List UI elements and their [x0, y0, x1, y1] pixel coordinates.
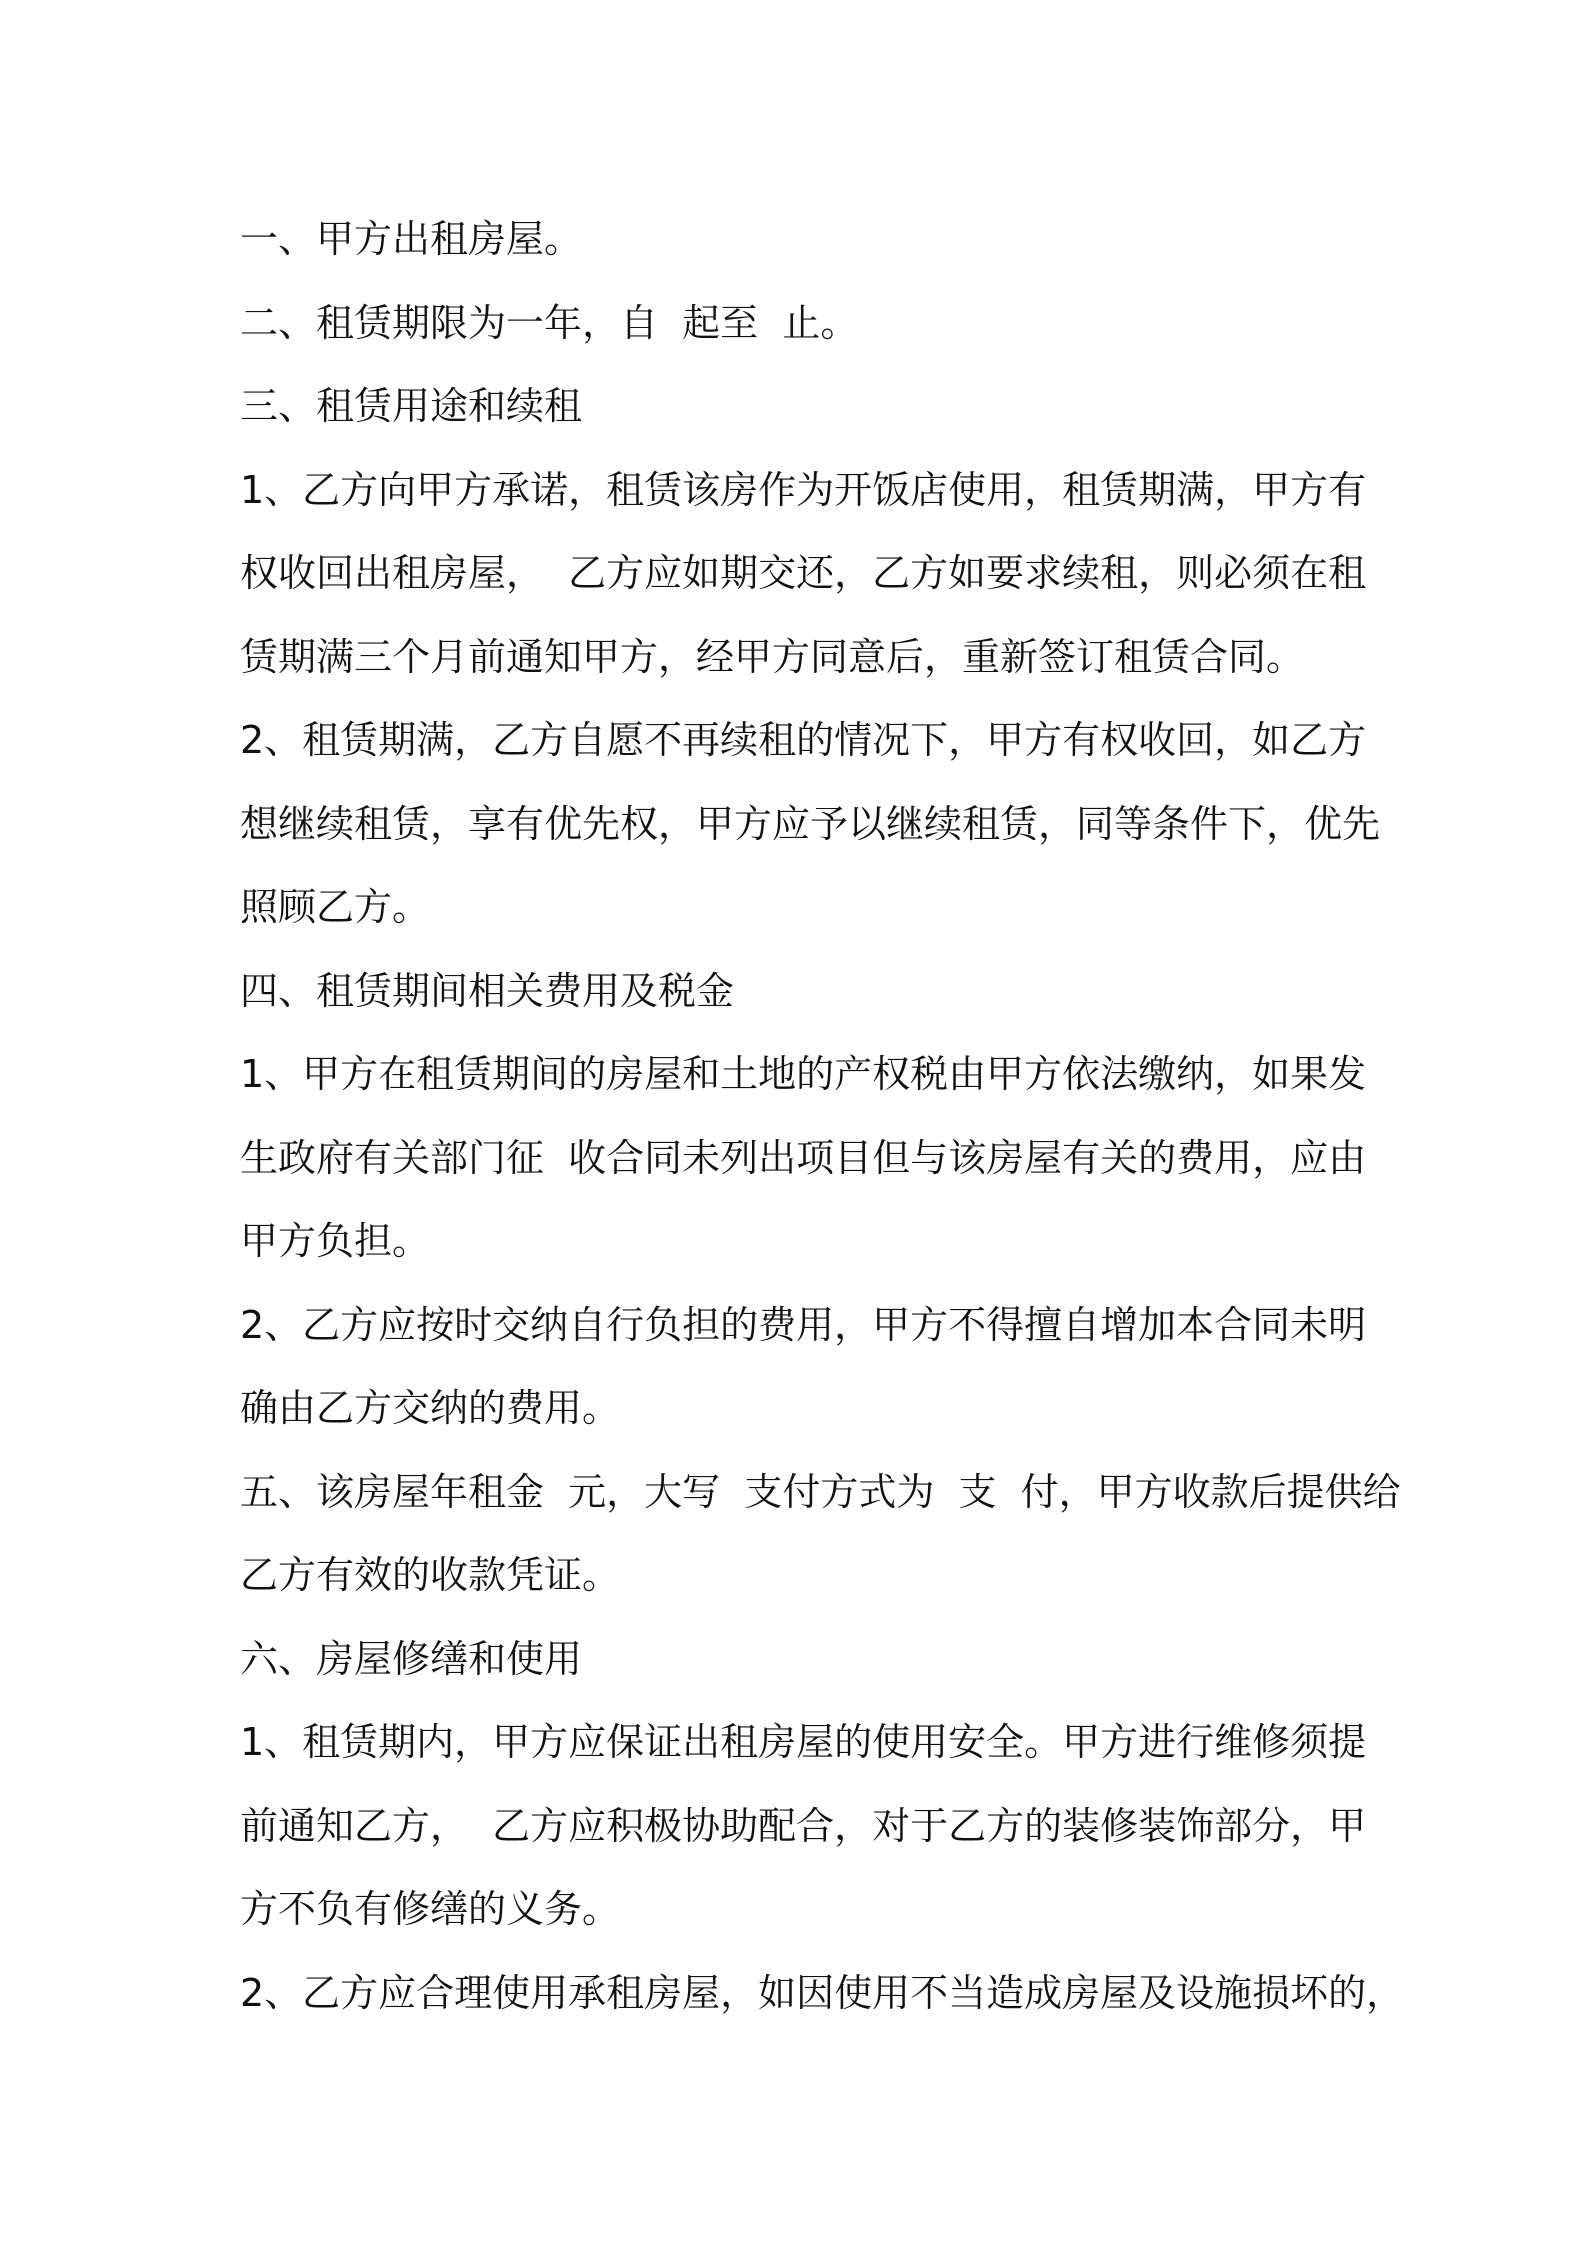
paragraph-line: 1、甲方在租赁期间的房屋和土地的产权税由甲方依法缴纳，如果发 — [240, 1052, 1367, 1096]
paragraph-line: 甲方负担。 — [240, 1219, 431, 1263]
paragraph-line: 2、乙方应按时交纳自行负担的费用，甲方不得擅自增加本合同未明 — [240, 1302, 1367, 1347]
section-heading-6: 六、房屋修缮和使用 — [240, 1636, 583, 1681]
section-heading-4: 四、租赁期间相关费用及税金 — [240, 968, 735, 1013]
contract-text — [240, 198, 1405, 2035]
paragraph-line: 确由乙方交纳的费用。 — [240, 1386, 621, 1430]
paragraph-line: 照顾乙方。 — [240, 885, 431, 929]
paragraph-line: 权收回出租房屋， 乙方应如期交还，乙方如要求续租，则必须在租 — [240, 551, 1367, 595]
paragraph-line: 2、乙方应合理使用承租房屋，如因使用不当造成房屋及设施损坏的， — [240, 1970, 1405, 2015]
paragraph-line: 生政府有关部门征 收合同未列出项目但与该房屋有关的费用，应由 — [240, 1135, 1367, 1180]
paragraph-line: 1、租赁期内，甲方应保证出租房屋的使用安全。甲方进行维修须提 — [240, 1720, 1367, 1764]
section-heading-5: 五、该房屋年租金 元，大写 支付方式为 支 付，甲方收款后提供给 — [240, 1469, 1401, 1514]
paragraph-line: 2、租赁期满，乙方自愿不再续租的情况下，甲方有权收回，如乙方 — [240, 718, 1367, 762]
paragraph-line: 想继续租赁，享有优先权，甲方应予以继续租赁，同等条件下，优先 — [240, 801, 1381, 846]
paragraph-line: 乙方有效的收款凭证。 — [240, 1553, 621, 1597]
section-heading-3: 三、租赁用途和续租 — [240, 384, 583, 428]
paragraph-line: 1、乙方向甲方承诺，租赁该房作为开饭店使用，租赁期满，甲方有 — [240, 467, 1367, 512]
section-heading-1: 一、甲方出租房屋。 — [240, 217, 583, 261]
paragraph-line: 赁期满三个月前通知甲方，经甲方同意后，重新签订租赁合同。 — [240, 634, 1305, 679]
paragraph-line: 方不负有修缮的义务。 — [240, 1887, 621, 1931]
paragraph-line: 前通知乙方， 乙方应积极协助配合，对于乙方的装修装饰部分，甲 — [240, 1803, 1367, 1848]
section-heading-2: 二、租赁期限为一年，自 起至 止。 — [240, 300, 859, 345]
